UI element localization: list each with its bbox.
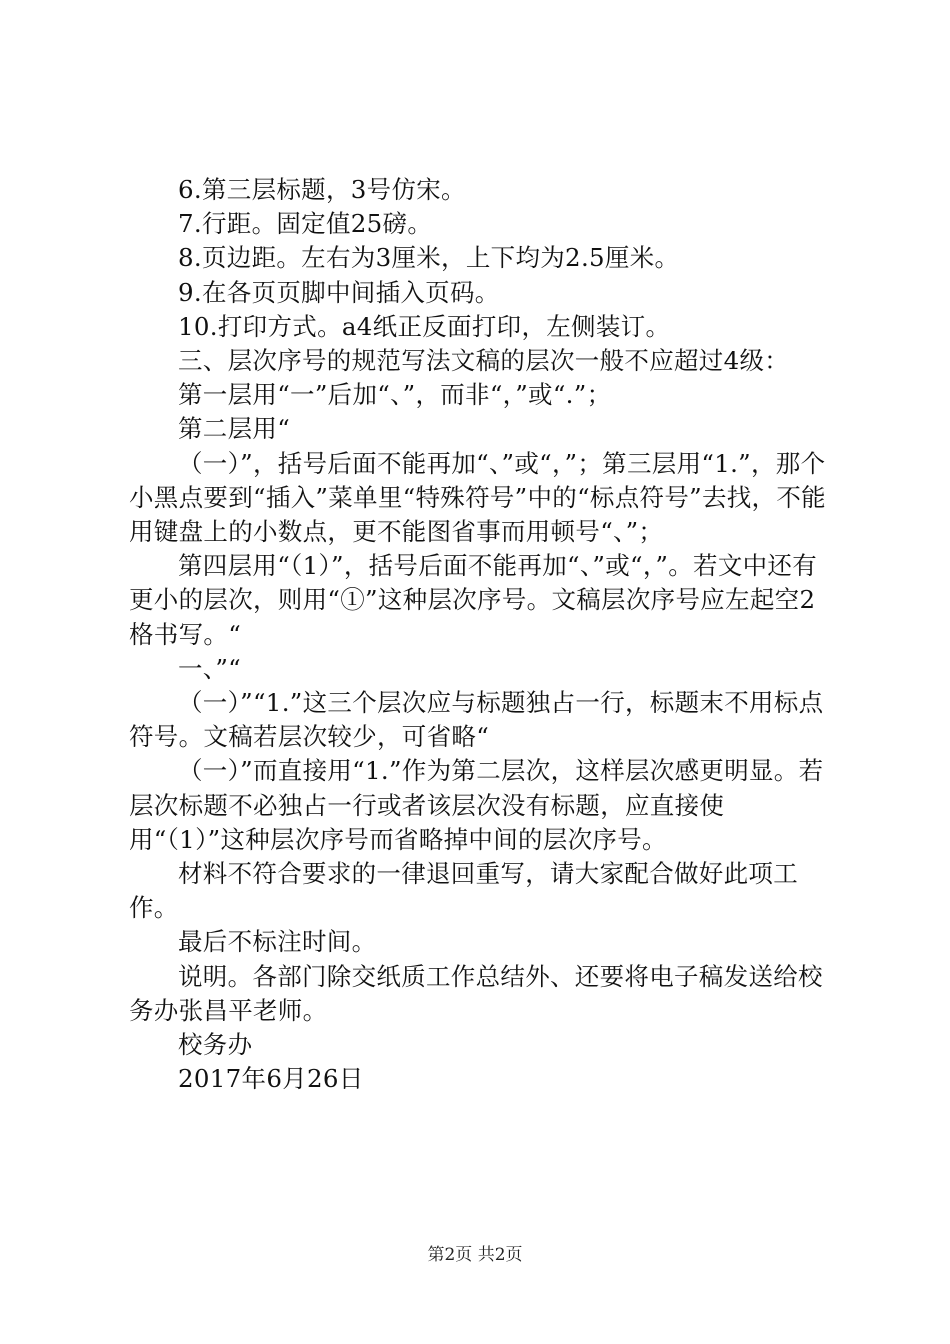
signature-office: 校务办 (178, 1030, 253, 1060)
paragraph-level-four: 第四层用“（1）”，括号后面不能再加“、”或“，”。若文中还有更小的层次，则用“①”这种层次序号。文稿层次序号应左起空2格书写。“ (129, 551, 818, 649)
paragraph-font-heading3: 6.第三层标题，3号仿宋。 (178, 175, 466, 204)
signature-date: 2017年6月26日 (178, 1064, 364, 1094)
paragraph-level-two-three: （一）”，括号后面不能再加“、”或“，”；第三层用“1.”，那个小黑点要到“插入”菜单里“特殊符号”中的“标点符号”去找，不能用键盘上的小数点，更不能图省事而用顿号“、”； (129, 448, 826, 547)
page-number-label: 第2页 共2页 (427, 1245, 523, 1265)
paragraph-line-spacing: 7.行距。固定值25磅。 (178, 209, 433, 239)
page-footer (0, 1244, 950, 1266)
paragraph-page-numbers: 9.在各页页脚中间插入页码。 (178, 277, 500, 307)
paragraph-page-margins: 8.页边距。左右为3厘米，上下均为2.5厘米。 (178, 243, 680, 273)
paragraph-submission-note: 说明。各部门除交纸质工作总结外、还要将电子稿发送给校务办张昌平老师。 (129, 961, 823, 1025)
paragraph-no-date-note: 最后不标注时间。 (178, 927, 377, 957)
paragraph-print-mode: 10.打印方式。a4纸正反面打印，左侧装订。 (178, 311, 671, 341)
paragraph-rejection-note: 材料不符合要求的一律退回重写，请大家配合做好此项工作。 (129, 859, 798, 923)
paragraph-section-three-heading: 三、层次序号的规范写法文稿的层次一般不应超过4级： (178, 346, 790, 376)
document-body (129, 173, 839, 1096)
paragraph-level-one: 第一层用“一”后加“、”，而非“，”或“.”； (178, 380, 612, 410)
paragraph-level-two-intro: 第二层用“ (178, 414, 291, 444)
paragraph-heading-rules-continued: （一）”而直接用“1.”作为第二层次，这样层次感更明显。若层次标题不必独占一行或者该层次没有标题，应直接使用“（1）”这种层次序号而省略掉中间的层次序号。 (129, 756, 824, 854)
paragraph-heading-rules: （一）”“1.”这三个层次应与标题独占一行，标题末不用标点符号。文稿若层次较少，可省略“ (129, 688, 824, 752)
paragraph-quote-fragment: 一、”“ (178, 653, 242, 683)
